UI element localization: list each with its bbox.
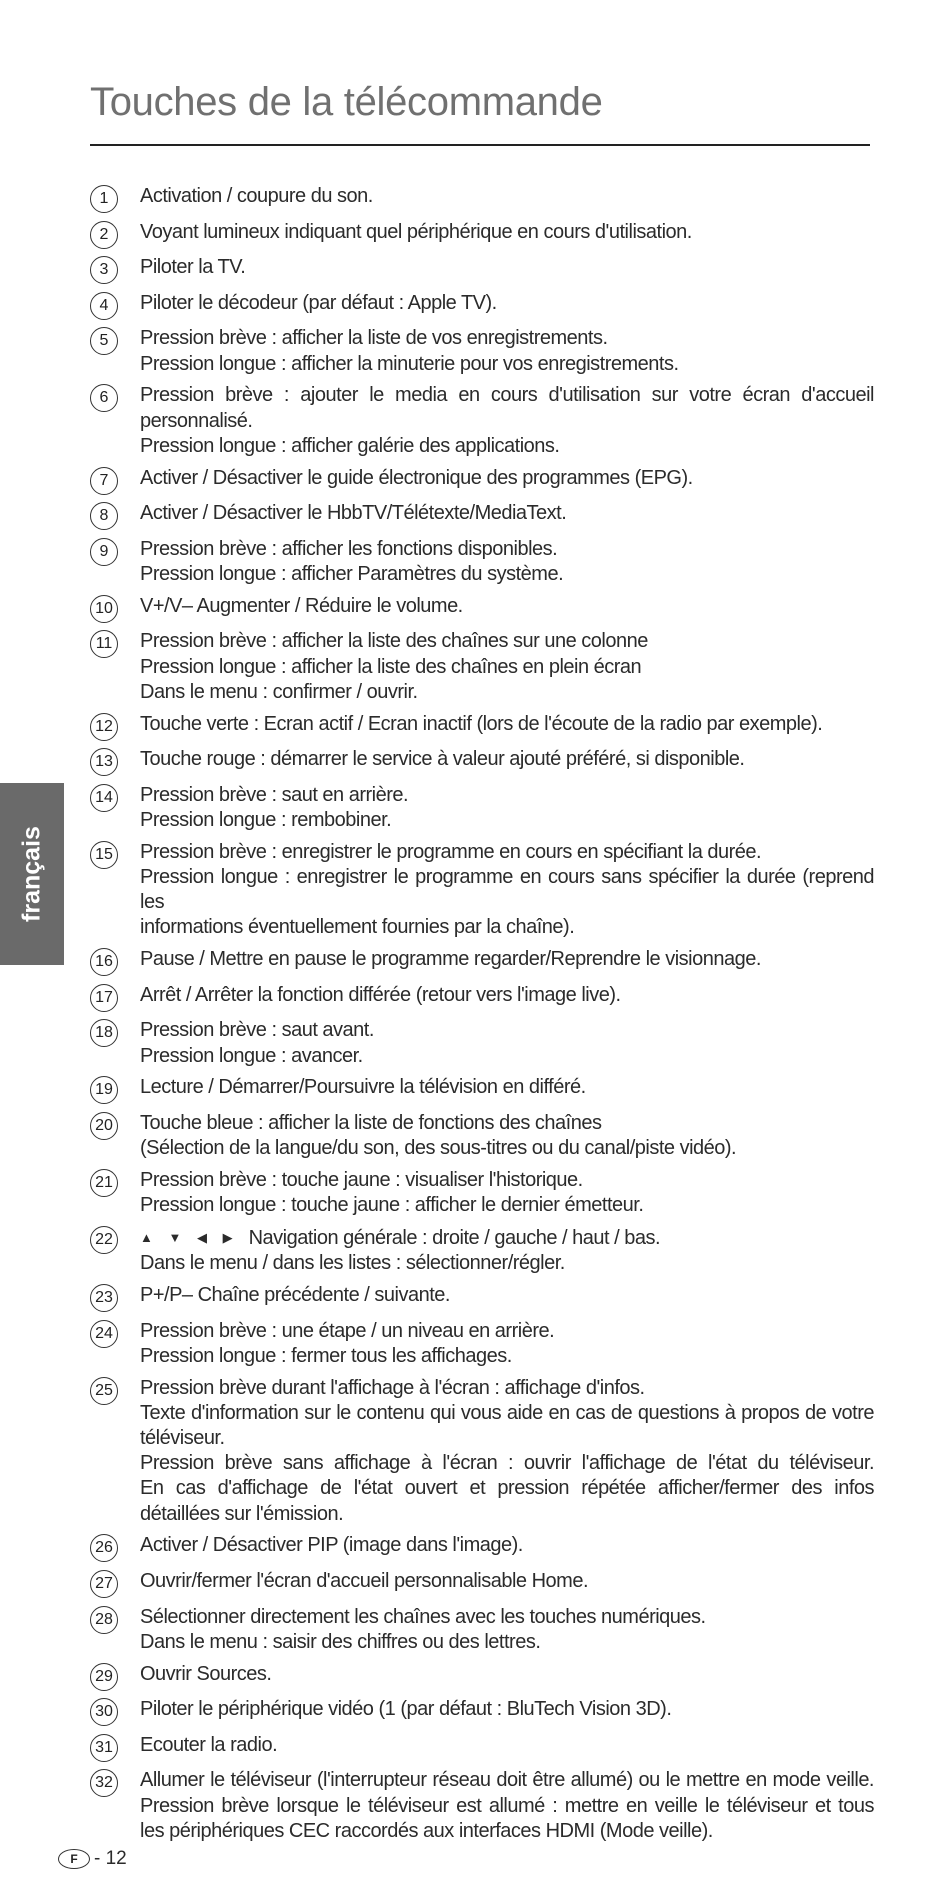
item-line: Arrêt / Arrêter la fonction différée (retour vers l'image live). [140, 983, 621, 1006]
item-line: Piloter le périphérique vidéo (1 (par défaut : BluTech Vision 3D). [140, 1698, 672, 1721]
item-number-badge: 25 [90, 1377, 118, 1405]
item-line: Dans le menu / dans les listes : sélectionner/régler. [140, 1252, 565, 1275]
list-item [90, 1533, 874, 1562]
list-item [90, 629, 874, 705]
list-item [90, 1283, 874, 1312]
item-line: les périphériques CEC raccordés aux interfaces HDMI (Mode veille). [140, 1819, 713, 1842]
list-item [90, 383, 874, 459]
item-line: En cas d'affichage de l'état ouvert et pression répétée afficher/fermer des infos [140, 1477, 874, 1500]
item-number-badge: 13 [90, 748, 118, 776]
item-number-badge: 10 [90, 595, 118, 623]
item-line: Activer / Désactiver PIP (image dans l'image). [140, 1534, 523, 1557]
item-line-text: Navigation générale : droite / gauche / haut / bas. [248, 1226, 661, 1249]
item-number-badge: 12 [90, 713, 118, 741]
item-number-badge: 26 [90, 1534, 118, 1562]
item-text [140, 326, 874, 376]
list-item [90, 1768, 874, 1844]
list-item [90, 1697, 874, 1726]
item-number-badge: 22 [90, 1226, 118, 1254]
item-line: Touche rouge : démarrer le service à valeur ajouté préféré, si disponible. [140, 748, 745, 771]
item-number-badge: 32 [90, 1769, 118, 1797]
item-text [140, 840, 874, 941]
item-line: téléviseur. [140, 1426, 225, 1449]
item-text [140, 1018, 874, 1068]
item-line: Activer / Désactiver le HbbTV/Télétexte/MediaText. [140, 502, 567, 525]
item-line: Pression longue : afficher galérie des applications. [140, 434, 560, 457]
item-number-badge: 3 [90, 256, 118, 284]
list-item [90, 594, 874, 623]
list-item [90, 1075, 874, 1104]
list-item [90, 1168, 874, 1218]
item-text [140, 1569, 874, 1598]
item-number-badge: 21 [90, 1169, 118, 1197]
item-text [140, 220, 874, 249]
list-item [90, 712, 874, 741]
item-line: Pression longue : rembobiner. [140, 808, 392, 831]
item-line: détaillées sur l'émission. [140, 1502, 344, 1525]
item-line: Pression longue : fermer tous les affichages. [140, 1344, 512, 1367]
list-item [90, 1662, 874, 1691]
item-text [140, 537, 874, 587]
item-text [140, 1075, 874, 1104]
list-item [90, 947, 874, 976]
list-item [90, 1225, 874, 1276]
item-line: V+/V– Augmenter / Réduire le volume. [140, 594, 463, 617]
item-text [140, 1111, 874, 1161]
list-item [90, 1111, 874, 1161]
item-line: personnalisé. [140, 409, 253, 432]
list-item [90, 466, 874, 495]
item-line: Pression brève durant l'affichage à l'écran : affichage d'infos. [140, 1376, 645, 1399]
item-line: Activer / Désactiver le guide électronique des programmes (EPG). [140, 466, 693, 489]
item-line: Pression brève : une étape / un niveau en arrière. [140, 1319, 555, 1342]
item-line: Voyant lumineux indiquant quel périphérique en cours d'utilisation. [140, 220, 692, 243]
item-number-badge: 7 [90, 467, 118, 495]
item-number-badge: 14 [90, 784, 118, 812]
list-item [90, 326, 874, 376]
item-line: Dans le menu : saisir des chiffres ou des lettres. [140, 1630, 541, 1653]
item-line: Ouvrir/fermer l'écran d'accueil personnalisable Home. [140, 1569, 589, 1592]
item-line [140, 1225, 874, 1251]
item-line: Pression longue : avancer. [140, 1044, 363, 1067]
item-line: Piloter le décodeur (par défaut : Apple TV). [140, 291, 497, 314]
item-line: (Sélection de la langue/du son, des sous-titres ou du canal/piste vidéo). [140, 1137, 737, 1160]
item-line: Activation / coupure du son. [140, 185, 373, 207]
item-text [140, 1319, 874, 1369]
remote-key-list [90, 184, 874, 1851]
language-side-tab [0, 783, 64, 965]
item-text [140, 712, 874, 741]
item-text [140, 1605, 874, 1655]
item-line: Pression brève : afficher la liste des chaînes sur une colonne [140, 630, 648, 653]
item-line: Pression longue : afficher la liste des chaînes en plein écran [140, 655, 642, 678]
list-item [90, 255, 874, 284]
item-line: informations éventuellement fournies par la chaîne). [140, 916, 575, 939]
item-text [140, 501, 874, 530]
item-text [140, 1376, 874, 1527]
item-number-badge: 9 [90, 538, 118, 566]
list-item [90, 747, 874, 776]
item-number-badge: 8 [90, 502, 118, 530]
list-item [90, 983, 874, 1012]
language-badge: F [58, 1849, 90, 1869]
item-line: Texte d'information sur le contenu qui vous aide en cas de questions à propos de votre [140, 1401, 874, 1424]
item-text [140, 383, 874, 459]
list-item [90, 1018, 874, 1068]
item-line: Pression longue : afficher la minuterie pour vos enregistrements. [140, 352, 679, 375]
item-number-badge: 4 [90, 292, 118, 320]
item-line: Pression brève sans affichage à l'écran : ouvrir l'affichage de l'état du téléviseur. [140, 1452, 874, 1475]
page-footer [58, 1848, 127, 1870]
item-number-badge: 31 [90, 1734, 118, 1762]
item-number-badge: 23 [90, 1284, 118, 1312]
item-text [140, 1283, 874, 1312]
item-text [140, 594, 874, 623]
item-number-badge: 20 [90, 1112, 118, 1140]
item-number-badge: 16 [90, 948, 118, 976]
item-number-badge: 1 [90, 185, 118, 213]
list-item [90, 1376, 874, 1527]
item-text [140, 1768, 874, 1844]
item-line: P+/P– Chaîne précédente / suivante. [140, 1283, 450, 1306]
item-text [140, 1225, 874, 1276]
item-text [140, 255, 874, 284]
list-item [90, 1733, 874, 1762]
item-line: Pression brève : afficher la liste de vos enregistrements. [140, 327, 608, 350]
page-title: Touches de la télécommande [90, 80, 603, 124]
item-line: Pression brève lorsque le téléviseur est allumé : mettre en veille le téléviseur et tous [140, 1794, 874, 1817]
language-tab-label: français [17, 826, 46, 922]
item-text [140, 983, 874, 1012]
list-item [90, 184, 874, 213]
item-line: Dans le menu : confirmer / ouvrir. [140, 680, 418, 703]
item-number-badge: 29 [90, 1663, 118, 1691]
list-item [90, 220, 874, 249]
item-number-badge: 28 [90, 1606, 118, 1634]
item-line: Pression brève : saut en arrière. [140, 783, 409, 806]
item-line: Ouvrir Sources. [140, 1662, 272, 1685]
item-line: Pression brève : touche jaune : visualiser l'historique. [140, 1168, 583, 1191]
item-number-badge: 15 [90, 841, 118, 869]
item-text [140, 1662, 874, 1691]
item-number-badge: 6 [90, 384, 118, 412]
item-text [140, 1533, 874, 1562]
item-line: Pression longue : touche jaune : afficher le dernier émetteur. [140, 1194, 644, 1217]
list-item [90, 537, 874, 587]
item-text [140, 466, 874, 495]
item-line: Pression longue : afficher Paramètres du système. [140, 562, 564, 585]
item-text [140, 291, 874, 320]
item-text [140, 747, 874, 776]
item-number-badge: 17 [90, 984, 118, 1012]
item-number-badge: 30 [90, 1698, 118, 1726]
item-number-badge: 19 [90, 1076, 118, 1104]
item-number-badge: 5 [90, 327, 118, 355]
item-text [140, 629, 874, 705]
item-line: Pression brève : saut avant. [140, 1019, 374, 1042]
list-item [90, 291, 874, 320]
item-line: Allumer le téléviseur (l'interrupteur réseau doit être allumé) ou le mettre en mode veille. [140, 1769, 874, 1792]
list-item [90, 501, 874, 530]
list-item [90, 783, 874, 833]
item-line: Touche bleue : afficher la liste de fonctions des chaînes [140, 1111, 602, 1134]
item-line: Pause / Mettre en pause le programme regarder/Reprendre le visionnage. [140, 948, 761, 971]
item-text [140, 1168, 874, 1218]
list-item [90, 840, 874, 941]
item-line: Pression brève : ajouter le media en cours d'utilisation sur votre écran d'accueil [140, 384, 874, 407]
item-line: Piloter la TV. [140, 256, 246, 279]
item-text [140, 184, 874, 213]
item-text [140, 947, 874, 976]
list-item [90, 1605, 874, 1655]
list-item [90, 1569, 874, 1598]
item-line: Touche verte : Ecran actif / Ecran inactif (lors de l'écoute de la radio par exemple). [140, 712, 823, 735]
item-line: Ecouter la radio. [140, 1733, 278, 1756]
item-line: Pression brève : enregistrer le programme en cours en spécifiant la durée. [140, 840, 762, 863]
item-number-badge: 2 [90, 221, 118, 249]
page-number: - 12 [94, 1848, 127, 1869]
item-line: Sélectionner directement les chaînes avec les touches numériques. [140, 1605, 706, 1628]
item-text [140, 783, 874, 833]
item-number-badge: 27 [90, 1570, 118, 1598]
item-number-badge: 24 [90, 1320, 118, 1348]
navigation-arrows-icon: ▲ ▼ ◀ ▶ [140, 1229, 239, 1245]
item-line: Lecture / Démarrer/Poursuivre la télévision en différé. [140, 1076, 586, 1099]
item-line: Pression longue : enregistrer le programme en cours sans spécifier la durée (reprend les [140, 865, 874, 914]
item-text [140, 1733, 874, 1762]
list-item [90, 1319, 874, 1369]
item-number-badge: 18 [90, 1019, 118, 1047]
item-number-badge: 11 [90, 630, 118, 658]
item-text [140, 1697, 874, 1726]
item-line: Pression brève : afficher les fonctions disponibles. [140, 537, 558, 560]
title-divider [90, 144, 870, 146]
